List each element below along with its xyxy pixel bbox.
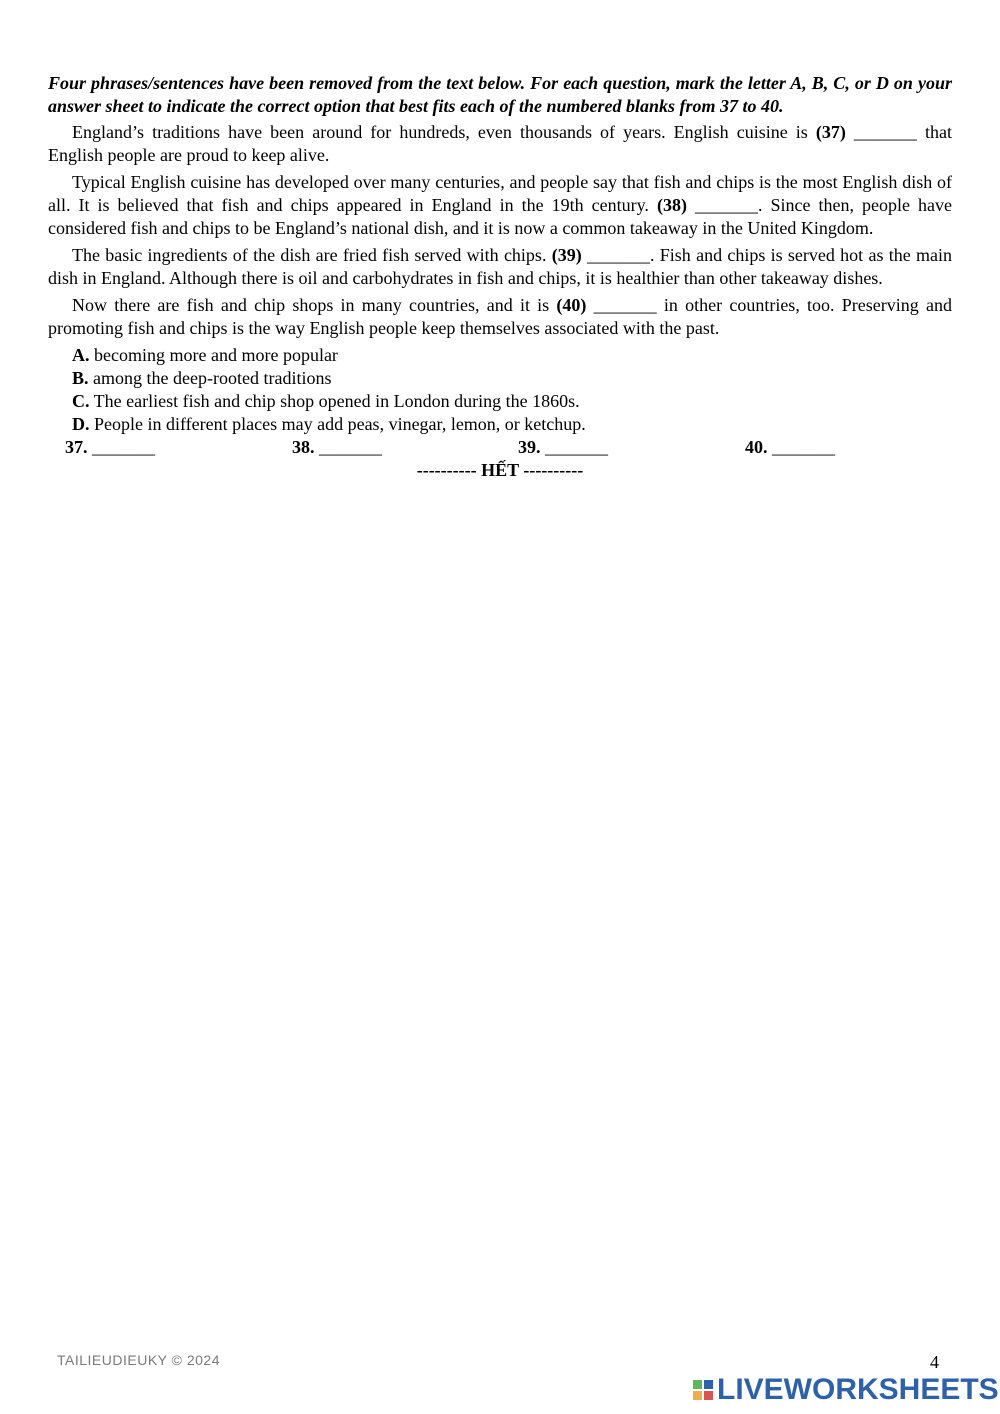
- options-list: [48, 344, 952, 436]
- option-text: becoming more and more popular: [89, 345, 338, 365]
- option-letter: B.: [72, 368, 89, 388]
- option-text: among the deep-rooted traditions: [88, 368, 332, 388]
- paragraph-text: _______ that English people are proud to keep alive.: [48, 122, 952, 165]
- option-a: [48, 344, 952, 367]
- paragraph-2: [48, 171, 952, 240]
- answer-number: 40.: [745, 437, 768, 457]
- paragraph-text: _______ in other countries, too. Preserving and promoting fish and chips is the way English people keep themselves associated with the past.: [48, 295, 952, 338]
- paragraph-text: Now there are fish and chip shops in many countries, and it is: [72, 295, 557, 315]
- blank-number-38: (38): [656, 195, 687, 215]
- instruction-text: Four phrases/sentences have been removed from the text below. For each question, mark the letter A, B, C, or D on your answer sheet to indicate the correct option that best fits each of the numbered blanks from 37 to 40.: [48, 73, 952, 116]
- answer-row: [48, 436, 952, 459]
- answer-number: 37.: [65, 437, 88, 457]
- paragraph-text: _______. Fish and chips is served hot as the main dish in England. Although there is oil and carbohydrates in fish and chips, it is healthier than other takeaway dishes.: [48, 245, 952, 288]
- answer-number: 39.: [518, 437, 541, 457]
- paragraph-text: England’s traditions have been around for hundreds, even thousands of years. English cuisine is: [72, 122, 816, 142]
- end-marker: ---------- HẾT ----------: [416, 460, 584, 480]
- liveworksheets-logo-icon: [692, 1379, 714, 1401]
- blank-number-40: (40): [556, 295, 587, 315]
- paragraph-text: _______. Since then, people have considered fish and chips to be England’s national dish, and it is now a common takeaway in the United Kingdom.: [48, 195, 952, 238]
- blank-number-37: (37): [815, 122, 846, 142]
- paragraph-text: Typical English cuisine has developed over many centuries, and people say that fish and chips is the most English dish of all. It is believed that fish and chips appeared in England in the 19th century.: [48, 172, 952, 215]
- option-c: [48, 390, 952, 413]
- option-text: People in different places may add peas, vinegar, lemon, or ketchup.: [89, 414, 586, 434]
- logo-square-blue: [703, 1379, 714, 1390]
- answer-blank[interactable]: _______: [314, 437, 382, 457]
- paragraph-4: [48, 294, 952, 340]
- option-b: [48, 367, 952, 390]
- paragraph-1: [48, 121, 952, 167]
- answer-38[interactable]: [292, 436, 382, 459]
- answer-blank[interactable]: _______: [87, 437, 155, 457]
- blank-number-39: (39): [551, 245, 582, 265]
- logo-square-orange: [692, 1390, 703, 1401]
- option-letter: D.: [72, 414, 90, 434]
- option-letter: A.: [72, 345, 90, 365]
- answer-37[interactable]: [65, 436, 155, 459]
- worksheet-content: [48, 72, 952, 482]
- brand-name: LIVEWORKSHEETS: [717, 1373, 999, 1406]
- paragraph-text: The basic ingredients of the dish are fried fish served with chips.: [72, 245, 552, 265]
- paragraph-3: [48, 244, 952, 290]
- option-letter: C.: [72, 391, 90, 411]
- brand-logo-lockup[interactable]: [692, 1373, 999, 1407]
- copyright-text: TAILIEUDIEUKY © 2024: [57, 1352, 220, 1368]
- answer-39[interactable]: [518, 436, 608, 459]
- option-text: The earliest fish and chip shop opened in London during the 1860s.: [89, 391, 580, 411]
- answer-blank[interactable]: _______: [540, 437, 608, 457]
- logo-square-red: [703, 1390, 714, 1401]
- answer-40[interactable]: [745, 436, 835, 459]
- page-number: 4: [930, 1352, 939, 1372]
- answer-number: 38.: [292, 437, 315, 457]
- answer-blank[interactable]: _______: [767, 437, 835, 457]
- option-d: [48, 413, 952, 436]
- logo-square-green: [692, 1379, 703, 1390]
